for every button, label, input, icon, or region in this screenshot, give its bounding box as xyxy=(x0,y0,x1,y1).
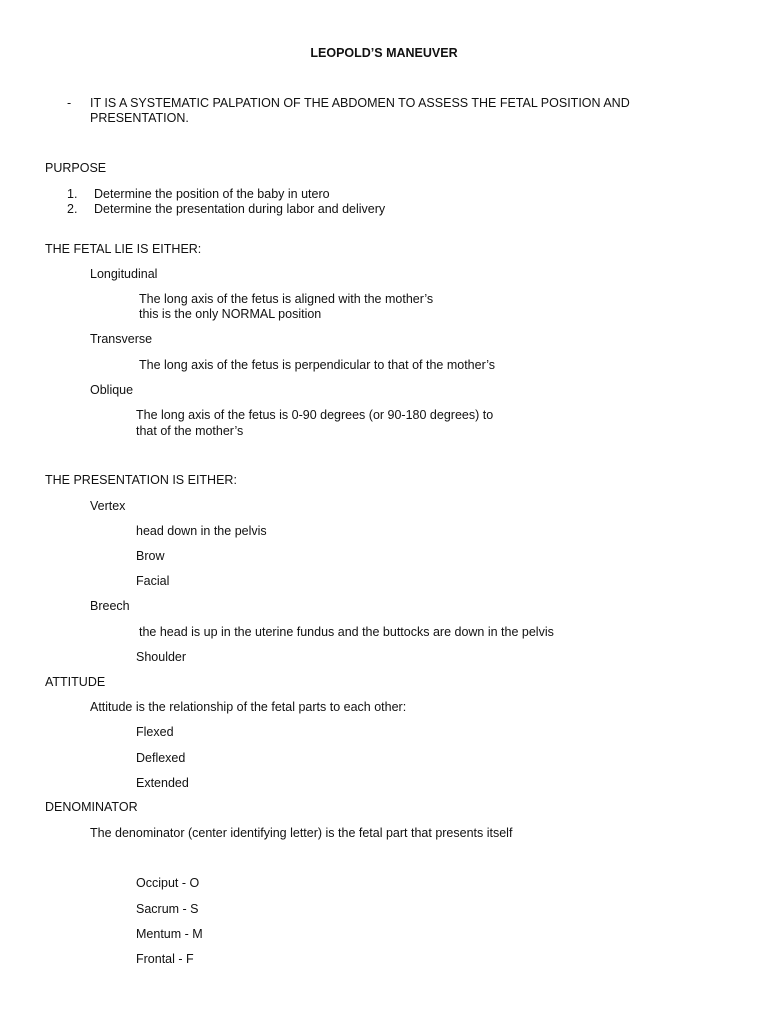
lie-oblique-label: Oblique xyxy=(90,383,134,397)
presentation-vertex-item: Brow xyxy=(136,549,165,563)
document-title: LEOPOLD’S MANEUVER xyxy=(310,46,458,60)
attitude-description: Attitude is the relationship of the fetal parts to each other: xyxy=(90,700,407,714)
lie-longitudinal-desc-2: this is the only NORMAL position xyxy=(139,307,322,321)
attitude-item: Deflexed xyxy=(136,751,186,765)
presentation-breech-item: the head is up in the uterine fundus and the buttocks are down in the pelvis xyxy=(139,625,554,639)
lie-transverse-desc: The long axis of the fetus is perpendicular to that of the mother’s xyxy=(139,358,495,372)
presentation-breech-label: Breech xyxy=(90,599,130,613)
fetal-lie-heading: THE FETAL LIE IS EITHER: xyxy=(45,242,202,256)
purpose-heading: PURPOSE xyxy=(45,161,107,175)
denominator-item: Sacrum - S xyxy=(136,902,199,916)
presentation-vertex-item: head down in the pelvis xyxy=(136,524,267,538)
attitude-item: Extended xyxy=(136,776,189,790)
intro-line-2: PRESENTATION. xyxy=(90,111,189,125)
denominator-description: The denominator (center identifying letter) is the fetal part that presents itself xyxy=(90,826,513,840)
lie-oblique-desc-1: The long axis of the fetus is 0-90 degrees (or 90-180 degrees) to xyxy=(136,408,494,422)
lie-longitudinal-desc-1: The long axis of the fetus is aligned with the mother’s xyxy=(139,292,434,306)
lie-oblique-desc-2: that of the mother’s xyxy=(136,424,244,438)
lie-longitudinal-label: Longitudinal xyxy=(90,267,158,281)
denominator-item: Frontal - F xyxy=(136,952,194,966)
presentation-vertex-item: Facial xyxy=(136,574,170,588)
purpose-item-number: 1. xyxy=(67,187,78,201)
intro-bullet: - xyxy=(67,96,72,110)
intro-line-1: IT IS A SYSTEMATIC PALPATION OF THE ABDOMEN TO ASSESS THE FETAL POSITION AND xyxy=(90,96,630,110)
denominator-item: Occiput - O xyxy=(136,876,200,890)
presentation-heading: THE PRESENTATION IS EITHER: xyxy=(45,473,237,487)
presentation-vertex-label: Vertex xyxy=(90,499,126,513)
lie-transverse-label: Transverse xyxy=(90,332,153,346)
attitude-heading: ATTITUDE xyxy=(45,675,106,689)
denominator-item: Mentum - M xyxy=(136,927,203,941)
presentation-breech-item: Shoulder xyxy=(136,650,187,664)
purpose-item-text: Determine the position of the baby in utero xyxy=(94,187,330,201)
attitude-item: Flexed xyxy=(136,725,174,739)
purpose-item-text: Determine the presentation during labor and delivery xyxy=(94,202,386,216)
denominator-heading: DENOMINATOR xyxy=(45,800,138,814)
purpose-item-number: 2. xyxy=(67,202,78,216)
